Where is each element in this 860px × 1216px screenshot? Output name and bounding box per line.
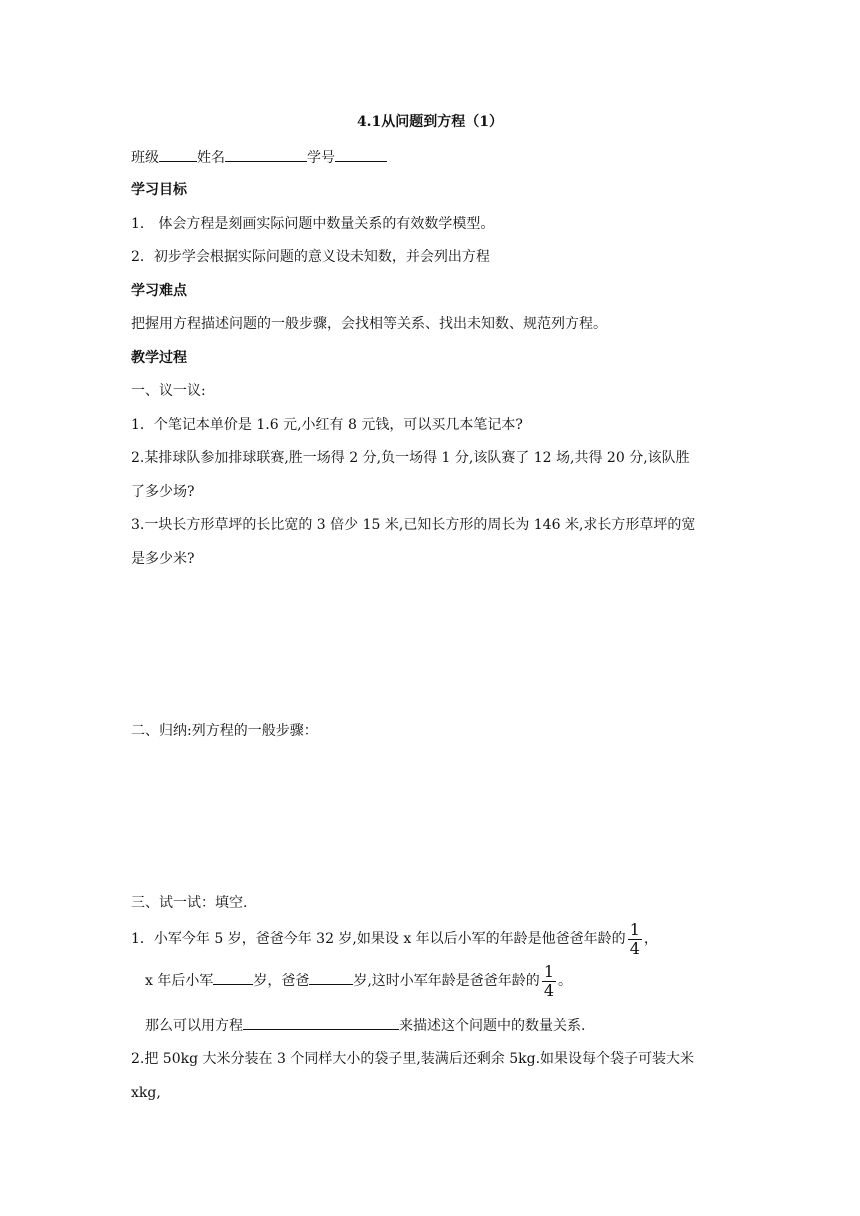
goal-item-1: 1． 体会方程是刻画实际问题中数量关系的有效数学模型。 — [131, 216, 495, 232]
fill-problem-2-line-1: 2.把 50kg 大米分装在 3 个同样大小的袋子里,装满后还剩余 5kg.如果设每个袋子可装大米 — [131, 1051, 695, 1067]
fill-dad-label: 岁，爸爸 — [253, 973, 310, 989]
fill-problem-2-line-2: xkg, — [131, 1085, 161, 1101]
page-title: 4.1从问题到方程（1） — [356, 114, 504, 130]
section-try: 三、试一试：填空. — [131, 895, 248, 911]
question-3-line-2: 是多少米? — [131, 551, 195, 567]
fill-ratio-label: 岁,这时小军年龄是爸爸年龄的 — [353, 973, 540, 989]
fill-problem-1-line-3 — [145, 1015, 585, 1036]
fraction-one-quarter-2 — [542, 963, 556, 1000]
equation-blank[interactable] — [243, 1015, 399, 1030]
difficulty-text: 把握用方程描述问题的一般步骤，会找相等关系、找出未知数、规范列方程。 — [131, 316, 607, 332]
fraction-one-quarter — [628, 921, 642, 958]
fraction-denominator: 4 — [543, 980, 554, 1000]
process-heading: 教学过程 — [131, 350, 187, 366]
student-info-line — [131, 147, 387, 168]
question-2-line-1: 2.某排球队参加排球联赛,胜一场得 2 分,负一场得 1 分,该队赛了 12 场,共得 20 分,该队胜 — [131, 450, 690, 466]
fill-xiaojun-label: x 年后小军 — [145, 973, 214, 989]
id-blank[interactable] — [335, 147, 387, 162]
fill-problem-1-line-2-end: 。 — [558, 973, 572, 989]
class-label: 班级 — [131, 150, 159, 166]
class-blank[interactable] — [159, 147, 197, 162]
question-1: 1．个笔记本单价是 1.6 元,小红有 8 元钱，可以买几本笔记本? — [131, 417, 523, 433]
question-3-line-1: 3.一块长方形草坪的长比宽的 3 倍少 15 米,已知长方形的周长为 146 米,求长方形草坪的宽 — [131, 517, 696, 533]
goals-heading: 学习目标 — [131, 182, 187, 198]
section-discuss: 一、议一议: — [131, 383, 206, 399]
xiaojun-age-blank[interactable] — [213, 970, 253, 985]
fill-problem-1-text: 1．小军今年 5 岁，爸爸今年 32 岁,如果设 x 年以后小军的年龄是他爸爸年龄的 — [131, 931, 626, 947]
section-summary: 二、归纳:列方程的一般步骤： — [131, 723, 318, 739]
equation-suffix: 来描述这个问题中的数量关系. — [399, 1018, 586, 1034]
difficulty-heading: 学习难点 — [131, 283, 187, 299]
fill-problem-1-line-2 — [145, 962, 572, 1000]
name-blank[interactable] — [225, 147, 307, 162]
id-label: 学号 — [307, 150, 335, 166]
question-2-line-2: 了多少场? — [131, 484, 195, 500]
fill-problem-1-end: ， — [643, 931, 658, 947]
fill-problem-1-line-1 — [131, 920, 658, 958]
equation-label: 那么可以用方程 — [145, 1018, 243, 1034]
goal-item-2: 2．初步学会根据实际问题的意义设未知数，并会列出方程 — [131, 249, 490, 265]
fraction-numerator: 1 — [629, 919, 640, 939]
fraction-denominator: 4 — [629, 938, 640, 958]
fraction-numerator: 1 — [543, 961, 554, 981]
dad-age-blank[interactable] — [309, 970, 353, 985]
name-label: 姓名 — [197, 150, 225, 166]
